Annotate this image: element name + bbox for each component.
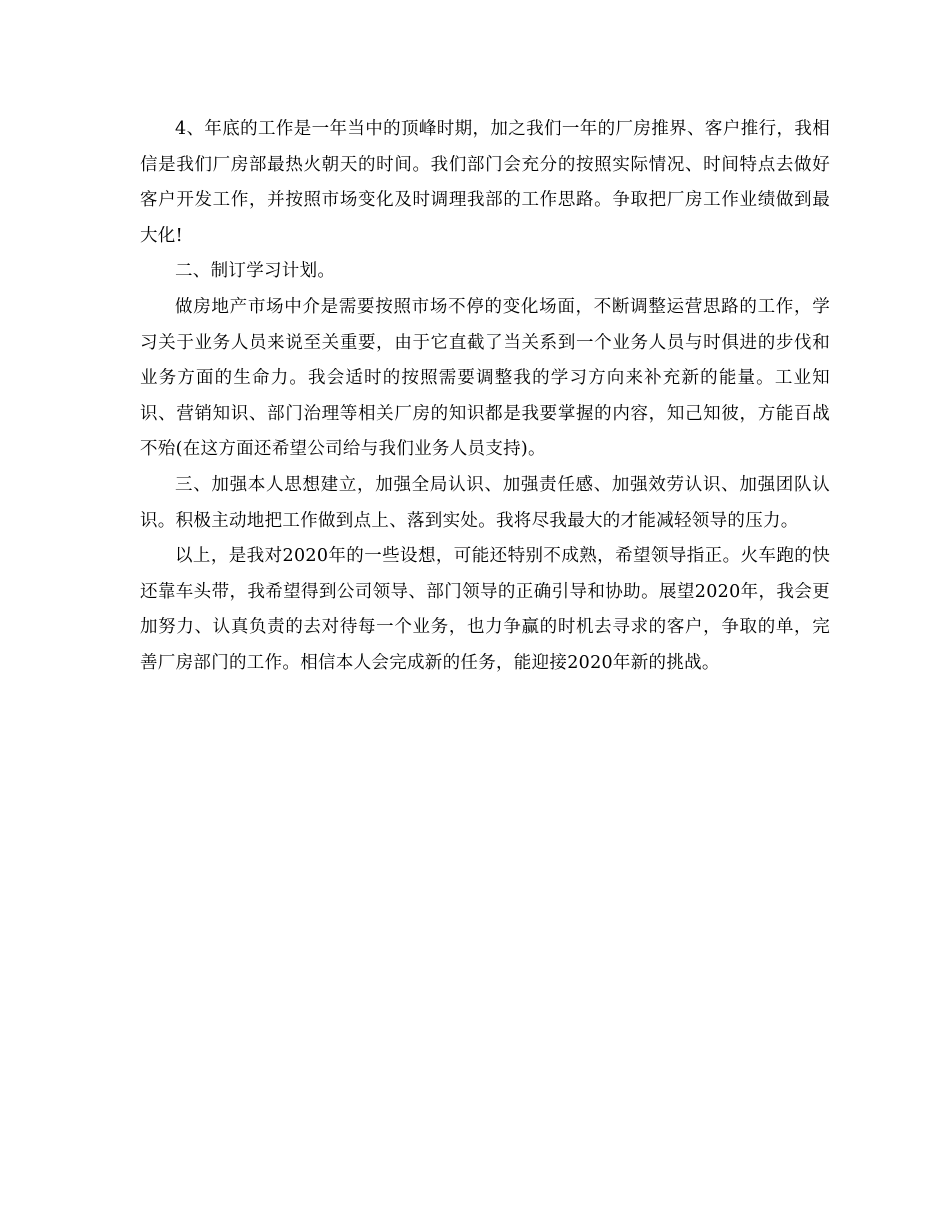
paragraph-conclusion: 以上，是我对2020年的一些设想，可能还特别不成熟，希望领导指正。火车跑的快还靠车头带，我希望得到公司领导、部门领导的正确引导和协助。展望2020年，我会更加努力、认真负责的去对待每一个业务，也力争赢的时机去寻求的客户，争取的单，完善厂房部门的工作。相信本人会完成新的任务，能迎接2020年新的挑战。 xyxy=(140,546,830,673)
section-heading-study-plan: 二、制订学习计划。 xyxy=(175,261,336,282)
paragraph-self-improvement: 三、加强本人思想建立，加强全局认识、加强责任感、加强效劳认识、加强团队认识。积极主动地把工作做到点上、落到实处。我将尽我最大的才能减轻领导的压力。 xyxy=(140,474,830,531)
paragraph-year-end-work: 4、年底的工作是一年当中的顶峰时期，加之我们一年的厂房推界、客户推行，我相信是我们厂房部最热火朝天的时间。我们部门会充分的按照实际情况、时间特点去做好客户开发工作，并按照市场变化及时调理我部的工作思路。争取把厂房工作业绩做到最大化! xyxy=(140,119,830,246)
paragraph-study-plan: 做房地产市场中介是需要按照市场不停的变化场面，不断调整运营思路的工作，学习关于业务人员来说至关重要，由于它直截了当关系到一个业务人员与时俱进的步伐和业务方面的生命力。我会适时的按照需要调整我的学习方向来补充新的能量。工业知识、营销知识、部门治理等相关厂房的知识都是我要掌握的内容，知己知彼，方能百战不殆(在这方面还希望公司给与我们业务人员支持)。 xyxy=(140,296,830,460)
document-body xyxy=(140,112,830,682)
